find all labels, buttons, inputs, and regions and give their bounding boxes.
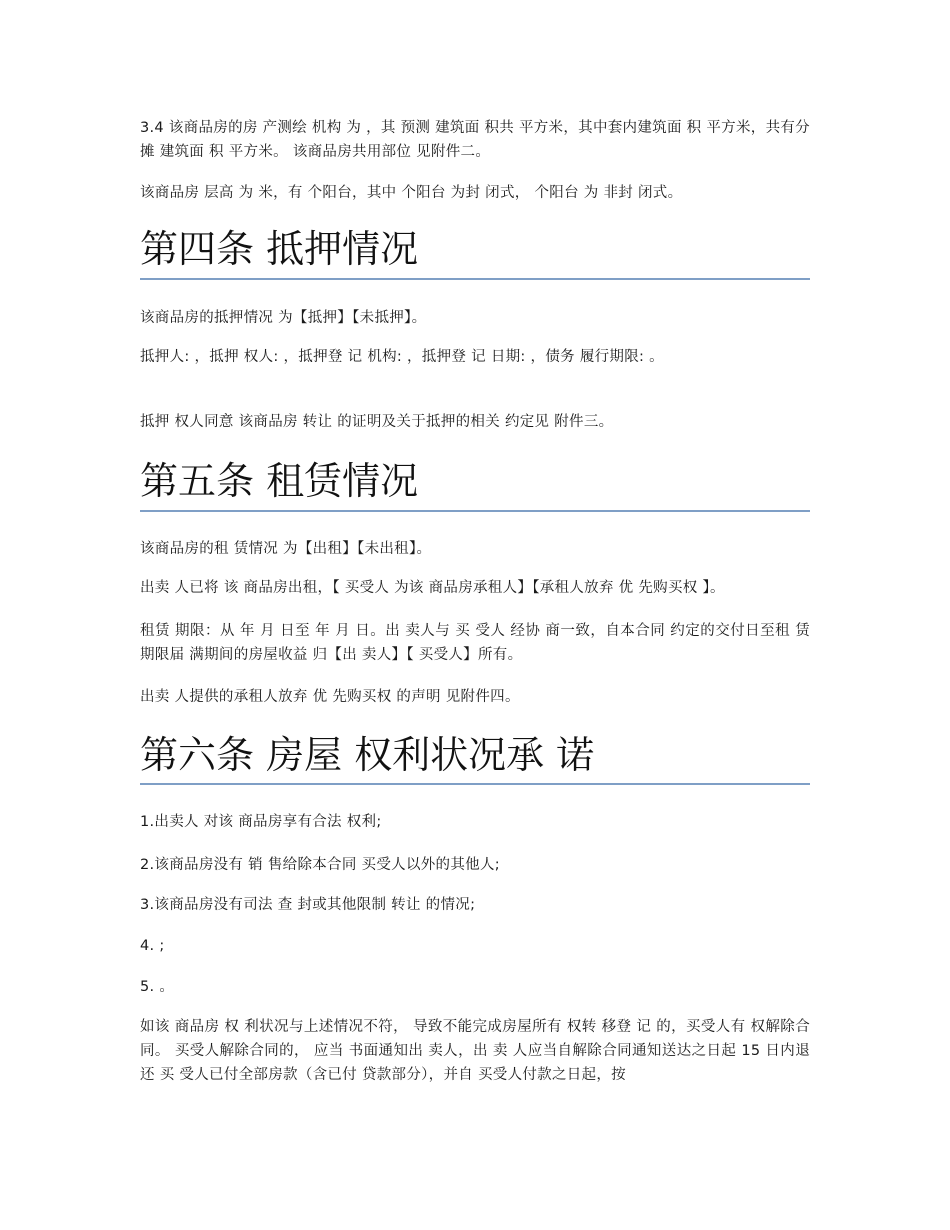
section-6-title: 第六条 房屋 权利状况承 诺 <box>140 733 595 777</box>
section-5-paragraph-4: 出卖 人提供的承租人放弃 优 先购买权 的声明 见附件四。 <box>140 689 520 705</box>
section-5-title: 第五条 租赁情况 <box>140 459 419 503</box>
section-4-paragraph-1: 该商品房的抵押情况 为【抵押】【未抵押】。 <box>140 310 427 326</box>
section-4-title: 第四条 抵押情况 <box>140 227 419 271</box>
section-5-paragraph-1: 该商品房的租 赁情况 为【出租】【未出租】。 <box>140 541 432 557</box>
section-6-item-4: 4. ; <box>140 938 165 954</box>
section-4-rule <box>140 278 810 280</box>
section-6-item-5: 5. 。 <box>140 979 175 995</box>
section-6-rule <box>140 783 810 785</box>
section-5-paragraph-3: 租赁 期限：从 年 月 日至 年 月 日。出 卖人与 买 受人 经协 商一致，自本合同 约定的交付日至租 赁期限届 满期间的房屋收益 归【出 卖人】【 买受人】所有。 <box>140 623 810 663</box>
section-5-rule <box>140 510 810 512</box>
section-6-item-2: 2.该商品房没有 销 售给除本合同 买受人以外的其他人; <box>140 857 500 873</box>
section-5-paragraph-2: 出卖 人已将 该 商品房出租，【 买受人 为该 商品房承租人】【承租人放弃 优 先购买权 】。 <box>140 580 725 596</box>
section-6-item-1: 1.出卖人 对该 商品房享有合法 权利; <box>140 814 382 830</box>
section-4-paragraph-2: 抵押人: ，抵押 权人: ，抵押登 记 机构: ，抵押登 记 日期: ，债务 履行期限: 。 <box>140 349 664 365</box>
paragraph-balcony: 该商品房 层高 为 米，有 个阳台，其中 个阳台 为封 闭式， 个阳台 为 非封 闭式。 <box>140 185 683 201</box>
paragraph-area-survey: 3.4 该商品房的房 产测绘 机构 为 ，其 预测 建筑面 积共 平方米，其中套内建筑面 积 平方米，共有分 摊 建筑面 积 平方米。 该商品房共用部位 见附件二。 <box>140 120 810 160</box>
section-6-paragraph-last: 如该 商品房 权 利状况与上述情况不符， 导致不能完成房屋所有 权转 移登 记 的，买受人有 权解除合同。 买受人解除合同的， 应当 书面通知出 卖人，出 卖 人应当自解除合同通知送达之日起 15 日内退 还 买 受人已付全部房款（含已付 贷款部分），并自 买受人付款之日起，按 <box>140 1019 810 1083</box>
section-4-paragraph-3: 抵押 权人同意 该商品房 转让 的证明及关于抵押的相关 约定见 附件三。 <box>140 414 614 430</box>
section-6-item-3: 3.该商品房没有司法 查 封或其他限制 转让 的情况; <box>140 897 476 913</box>
